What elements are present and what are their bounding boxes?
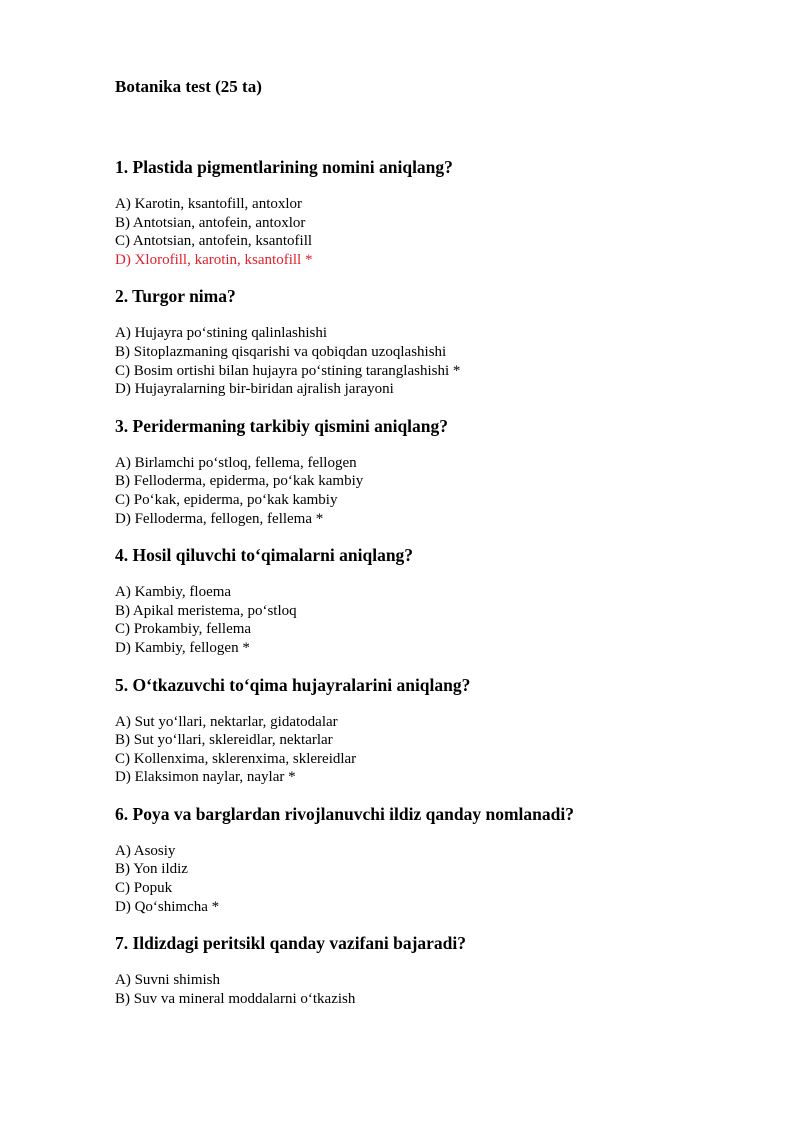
question-block (115, 933, 755, 1008)
answer-options (115, 971, 755, 1008)
question-heading: 6. Poya va barglardan rivojlanuvchi ildiz qanday nomlanadi? (115, 803, 574, 824)
document-page (115, 77, 755, 1008)
question-block (115, 286, 755, 398)
answer-option: B) Apikal meristema, po‘stloq (115, 602, 297, 619)
answer-option: C) Kollenxima, sklerenxima, sklereidlar (115, 750, 357, 767)
answer-options (115, 324, 755, 398)
question-block (115, 675, 755, 787)
question-heading: 4. Hosil qiluvchi to‘qimalarni aniqlang? (115, 545, 414, 566)
answer-option: A) Birlamchi po‘stloq, fellema, fellogen (115, 454, 357, 471)
question-heading: 3. Peridermaning tarkibiy qismini aniqlang? (115, 415, 449, 436)
answer-option: C) Po‘kak, epiderma, po‘kak kambiy (115, 491, 338, 508)
answer-option: B) Yon ildiz (115, 861, 188, 878)
question-heading: 2. Turgor nima? (115, 286, 236, 307)
question-block (115, 157, 755, 269)
answer-option: B) Felloderma, epiderma, po‘kak kambiy (115, 473, 364, 490)
question-heading: 7. Ildizdagi peritsikl qanday vazifani bajaradi? (115, 933, 467, 954)
answer-option: C) Bosim ortishi bilan hujayra po‘stining taranglashishi * (115, 362, 461, 379)
answer-option: D) Hujayralarning bir-biridan ajralish jarayoni (115, 381, 394, 398)
question-block (115, 804, 755, 916)
question-heading: 5. O‘tkazuvchi to‘qima hujayralarini aniqlang? (115, 674, 471, 695)
document-title: Botanika test (25 ta) (115, 77, 262, 96)
answer-option: D) Qo‘shimcha * (115, 898, 220, 915)
answer-options (115, 713, 755, 787)
question-heading: 1. Plastida pigmentlarining nomini aniqlang? (115, 157, 453, 177)
answer-option: A) Karotin, ksantofill, antoxlor (115, 196, 303, 212)
answer-option: C) Popuk (115, 880, 173, 897)
answer-option: B) Sitoplazmaning qisqarishi va qobiqdan uzoqlashishi (115, 343, 447, 360)
answer-options (115, 583, 755, 657)
question-list (115, 157, 755, 1008)
answer-option: B) Sut yo‘llari, sklereidlar, nektarlar (115, 732, 333, 749)
answer-option: D) Xlorofill, karotin, ksantofill * (115, 251, 313, 268)
answer-option: D) Elaksimon naylar, naylar * (115, 769, 296, 786)
answer-option: A) Kambiy, floema (115, 584, 232, 601)
answer-option: C) Antotsian, antofein, ksantofill (115, 233, 313, 250)
answer-option: A) Hujayra po‘stining qalinlashishi (115, 325, 328, 342)
answer-option: B) Antotsian, antofein, antoxlor (115, 214, 306, 231)
answer-option: A) Suvni shimish (115, 972, 221, 989)
answer-option: A) Sut yo‘llari, nektarlar, gidatodalar (115, 713, 338, 730)
question-block (115, 416, 755, 528)
answer-options (115, 454, 755, 528)
question-block (115, 545, 755, 657)
answer-option: B) Suv va mineral moddalarni o‘tkazish (115, 990, 356, 1007)
answer-option: D) Felloderma, fellogen, fellema * (115, 510, 324, 527)
answer-option: A) Asosiy (115, 842, 176, 859)
answer-options (115, 842, 755, 916)
answer-options (115, 195, 755, 269)
answer-option: C) Prokambiy, fellema (115, 621, 252, 638)
answer-option: D) Kambiy, fellogen * (115, 639, 250, 656)
